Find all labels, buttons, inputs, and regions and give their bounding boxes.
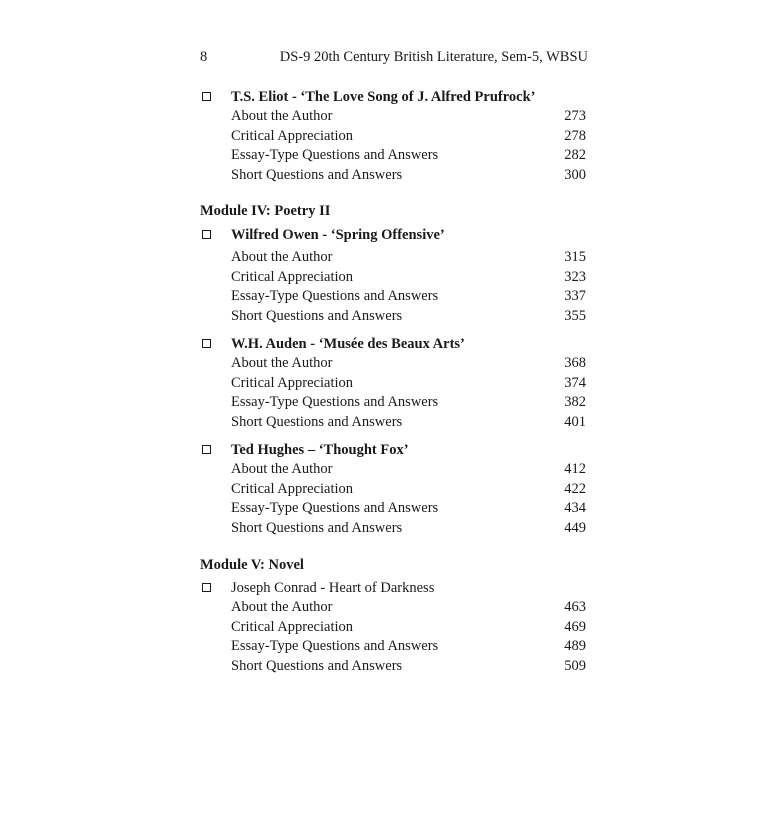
toc-row (200, 499, 588, 519)
toc-row-page: 412 (564, 461, 586, 477)
toc-entry-title: T.S. Eliot - ‘The Love Song of J. Alfred Prufrock’ (231, 89, 536, 105)
toc-row-page: 422 (564, 480, 586, 497)
toc-row-label: About the Author (231, 249, 333, 265)
toc-entry-title: W.H. Auden - ‘Musée des Beaux Arts’ (231, 336, 465, 352)
toc-row-label: Critical Appreciation (231, 374, 354, 391)
toc-section-eliot (200, 87, 588, 186)
toc-row-page: 315 (564, 249, 586, 265)
toc-section-hughes (200, 440, 588, 539)
toc-row-page: 273 (564, 108, 586, 124)
toc-row-page: 449 (564, 520, 586, 537)
toc-row-page: 509 (564, 658, 586, 675)
toc-row (200, 519, 588, 539)
toc-entry-heading (200, 578, 588, 598)
toc-row (200, 248, 588, 268)
module-heading-poetry-ii: Module IV: Poetry II (200, 203, 331, 219)
toc-row-label: Essay-Type Questions and Answers (231, 638, 439, 655)
toc-row (200, 127, 588, 147)
toc-row-page: 469 (564, 618, 586, 635)
toc-entry-heading (200, 334, 588, 354)
toc-row-page: 434 (564, 500, 586, 517)
toc-row-label: Essay-Type Questions and Answers (231, 500, 439, 517)
toc-row-label: Critical Appreciation (231, 127, 354, 144)
toc-entry-title: Ted Hughes – ‘Thought Fox’ (231, 442, 409, 458)
running-title: DS-9 20th Century British Literature, Sem-5, WBSU (279, 49, 588, 65)
module-heading-novel: Module V: Novel (200, 557, 304, 573)
toc-row-label: Short Questions and Answers (231, 658, 403, 675)
toc-row (200, 146, 588, 166)
page-number: 8 (200, 49, 208, 65)
toc-row (200, 354, 588, 374)
toc-row (200, 618, 588, 638)
checkbox-bullet-icon (202, 445, 211, 454)
toc-row-label: About the Author (231, 461, 333, 477)
toc-row-label: Essay-Type Questions and Answers (231, 288, 439, 305)
toc-row (200, 480, 588, 500)
toc-row-page: 278 (564, 127, 586, 144)
toc-row (200, 268, 588, 288)
toc-row-page: 368 (564, 355, 586, 371)
toc-row-label: Essay-Type Questions and Answers (231, 394, 439, 411)
toc-row (200, 598, 588, 618)
toc-entry-heading (200, 87, 588, 107)
toc-row (200, 637, 588, 657)
toc-row-page: 323 (564, 268, 586, 285)
toc-row-label: Short Questions and Answers (231, 308, 403, 325)
checkbox-bullet-icon (202, 339, 211, 348)
toc-row-page: 355 (564, 308, 586, 325)
toc-row-page: 300 (564, 167, 586, 184)
checkbox-bullet-icon (202, 92, 211, 101)
toc-row-page: 382 (564, 394, 586, 411)
toc-row-label: About the Author (231, 355, 333, 371)
page-header (200, 49, 588, 69)
toc-row-label: Short Questions and Answers (231, 167, 403, 184)
toc-row (200, 374, 588, 394)
toc-row (200, 460, 588, 480)
toc-row-label: About the Author (231, 108, 333, 124)
toc-row (200, 307, 588, 327)
toc-section-owen (200, 225, 588, 327)
toc-row-label: Critical Appreciation (231, 480, 354, 497)
toc-row-label: Critical Appreciation (231, 618, 354, 635)
checkbox-bullet-icon (202, 583, 211, 592)
toc-entry-title: Joseph Conrad - Heart of Darkness (231, 580, 435, 596)
toc-row-page: 401 (564, 414, 586, 431)
toc-entry-title: Wilfred Owen - ‘Spring Offensive’ (231, 227, 445, 243)
toc-row-label: Short Questions and Answers (231, 520, 403, 537)
toc-row-page: 337 (564, 288, 586, 305)
toc-row-page: 489 (564, 638, 586, 655)
toc-row (200, 166, 588, 186)
toc-row-label: Short Questions and Answers (231, 414, 403, 431)
toc-row (200, 393, 588, 413)
toc-row-label: Critical Appreciation (231, 268, 354, 285)
toc-row (200, 413, 588, 433)
toc-section-auden (200, 334, 588, 433)
toc-row (200, 107, 588, 127)
toc-row-page: 282 (564, 147, 586, 164)
toc-section-conrad (200, 578, 588, 677)
toc-row-label: About the Author (231, 599, 333, 615)
toc-row-label: Essay-Type Questions and Answers (231, 147, 439, 164)
toc-row (200, 657, 588, 677)
toc-entry-heading (200, 225, 588, 245)
toc-row (200, 287, 588, 307)
checkbox-bullet-icon (202, 230, 211, 239)
toc-row-page: 463 (564, 599, 586, 615)
toc-entry-heading (200, 440, 588, 460)
toc-row-page: 374 (564, 374, 586, 391)
